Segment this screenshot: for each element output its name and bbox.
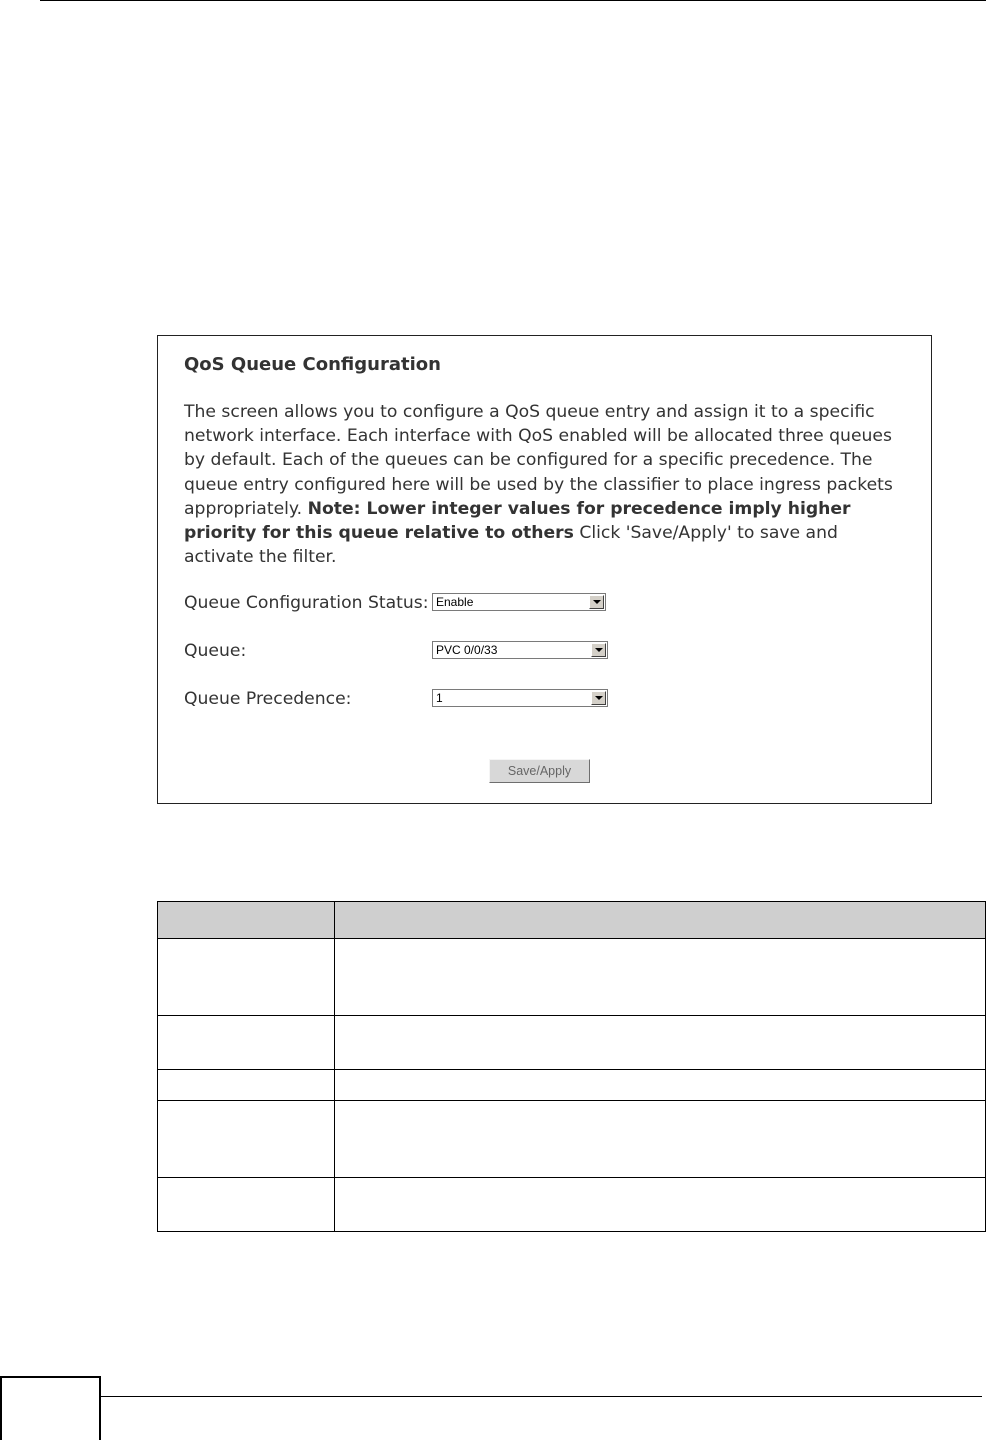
table-header-cell	[158, 902, 335, 939]
qos-queue-config-panel	[157, 335, 932, 804]
panel-description	[184, 400, 896, 569]
table-row	[158, 1101, 986, 1178]
queue-label: Queue:	[184, 641, 247, 661]
table-cell	[335, 1016, 986, 1070]
status-label: Queue Configuration Status:	[184, 593, 429, 613]
table-cell	[335, 1178, 986, 1232]
save-apply-button[interactable]: Save/Apply	[489, 759, 590, 783]
chevron-down-icon[interactable]	[591, 643, 606, 657]
table-row	[158, 939, 986, 1016]
footer-rule	[100, 1396, 982, 1397]
table-row	[158, 1016, 986, 1070]
chevron-down-icon[interactable]	[589, 595, 604, 609]
table-cell	[158, 1016, 335, 1070]
header-rule	[40, 0, 986, 1]
queue-select-value: PVC 0/0/33	[436, 643, 498, 657]
table-header-row	[158, 902, 986, 939]
description-note: Note: Lower integer values for precedence imply higher priority for this queue relative to others	[184, 498, 851, 544]
precedence-select[interactable]	[432, 689, 608, 707]
table-cell	[158, 1178, 335, 1232]
status-select[interactable]	[432, 593, 606, 611]
status-select-value: Enable	[436, 595, 474, 609]
panel-title: QoS Queue Configuration	[184, 354, 441, 375]
chevron-down-icon[interactable]	[591, 691, 606, 705]
queue-select[interactable]	[432, 641, 608, 659]
table-row	[158, 1178, 986, 1232]
table-cell	[335, 939, 986, 1016]
precedence-label: Queue Precedence:	[184, 689, 352, 709]
table-cell	[158, 1070, 335, 1101]
page-number-box	[0, 1376, 101, 1440]
table-cell	[158, 939, 335, 1016]
table-header-cell	[335, 902, 986, 939]
precedence-select-value: 1	[436, 691, 443, 705]
description-tail: Click 'Save/Apply' to save and activate the filter.	[184, 523, 838, 568]
description-text: The screen allows you to configure a QoS queue entry and assign it to a specific network interface. Each interface with QoS enabled will be allocated three queues by default. Each of the queues can be configured for a specific precedence. The queue entry configured here will be used by the classifier to place ingress packets appropriately.	[184, 402, 893, 519]
table-cell	[335, 1101, 986, 1178]
table-row	[158, 1070, 986, 1101]
description-table	[157, 901, 986, 1232]
table-cell	[335, 1070, 986, 1101]
table-cell	[158, 1101, 335, 1178]
